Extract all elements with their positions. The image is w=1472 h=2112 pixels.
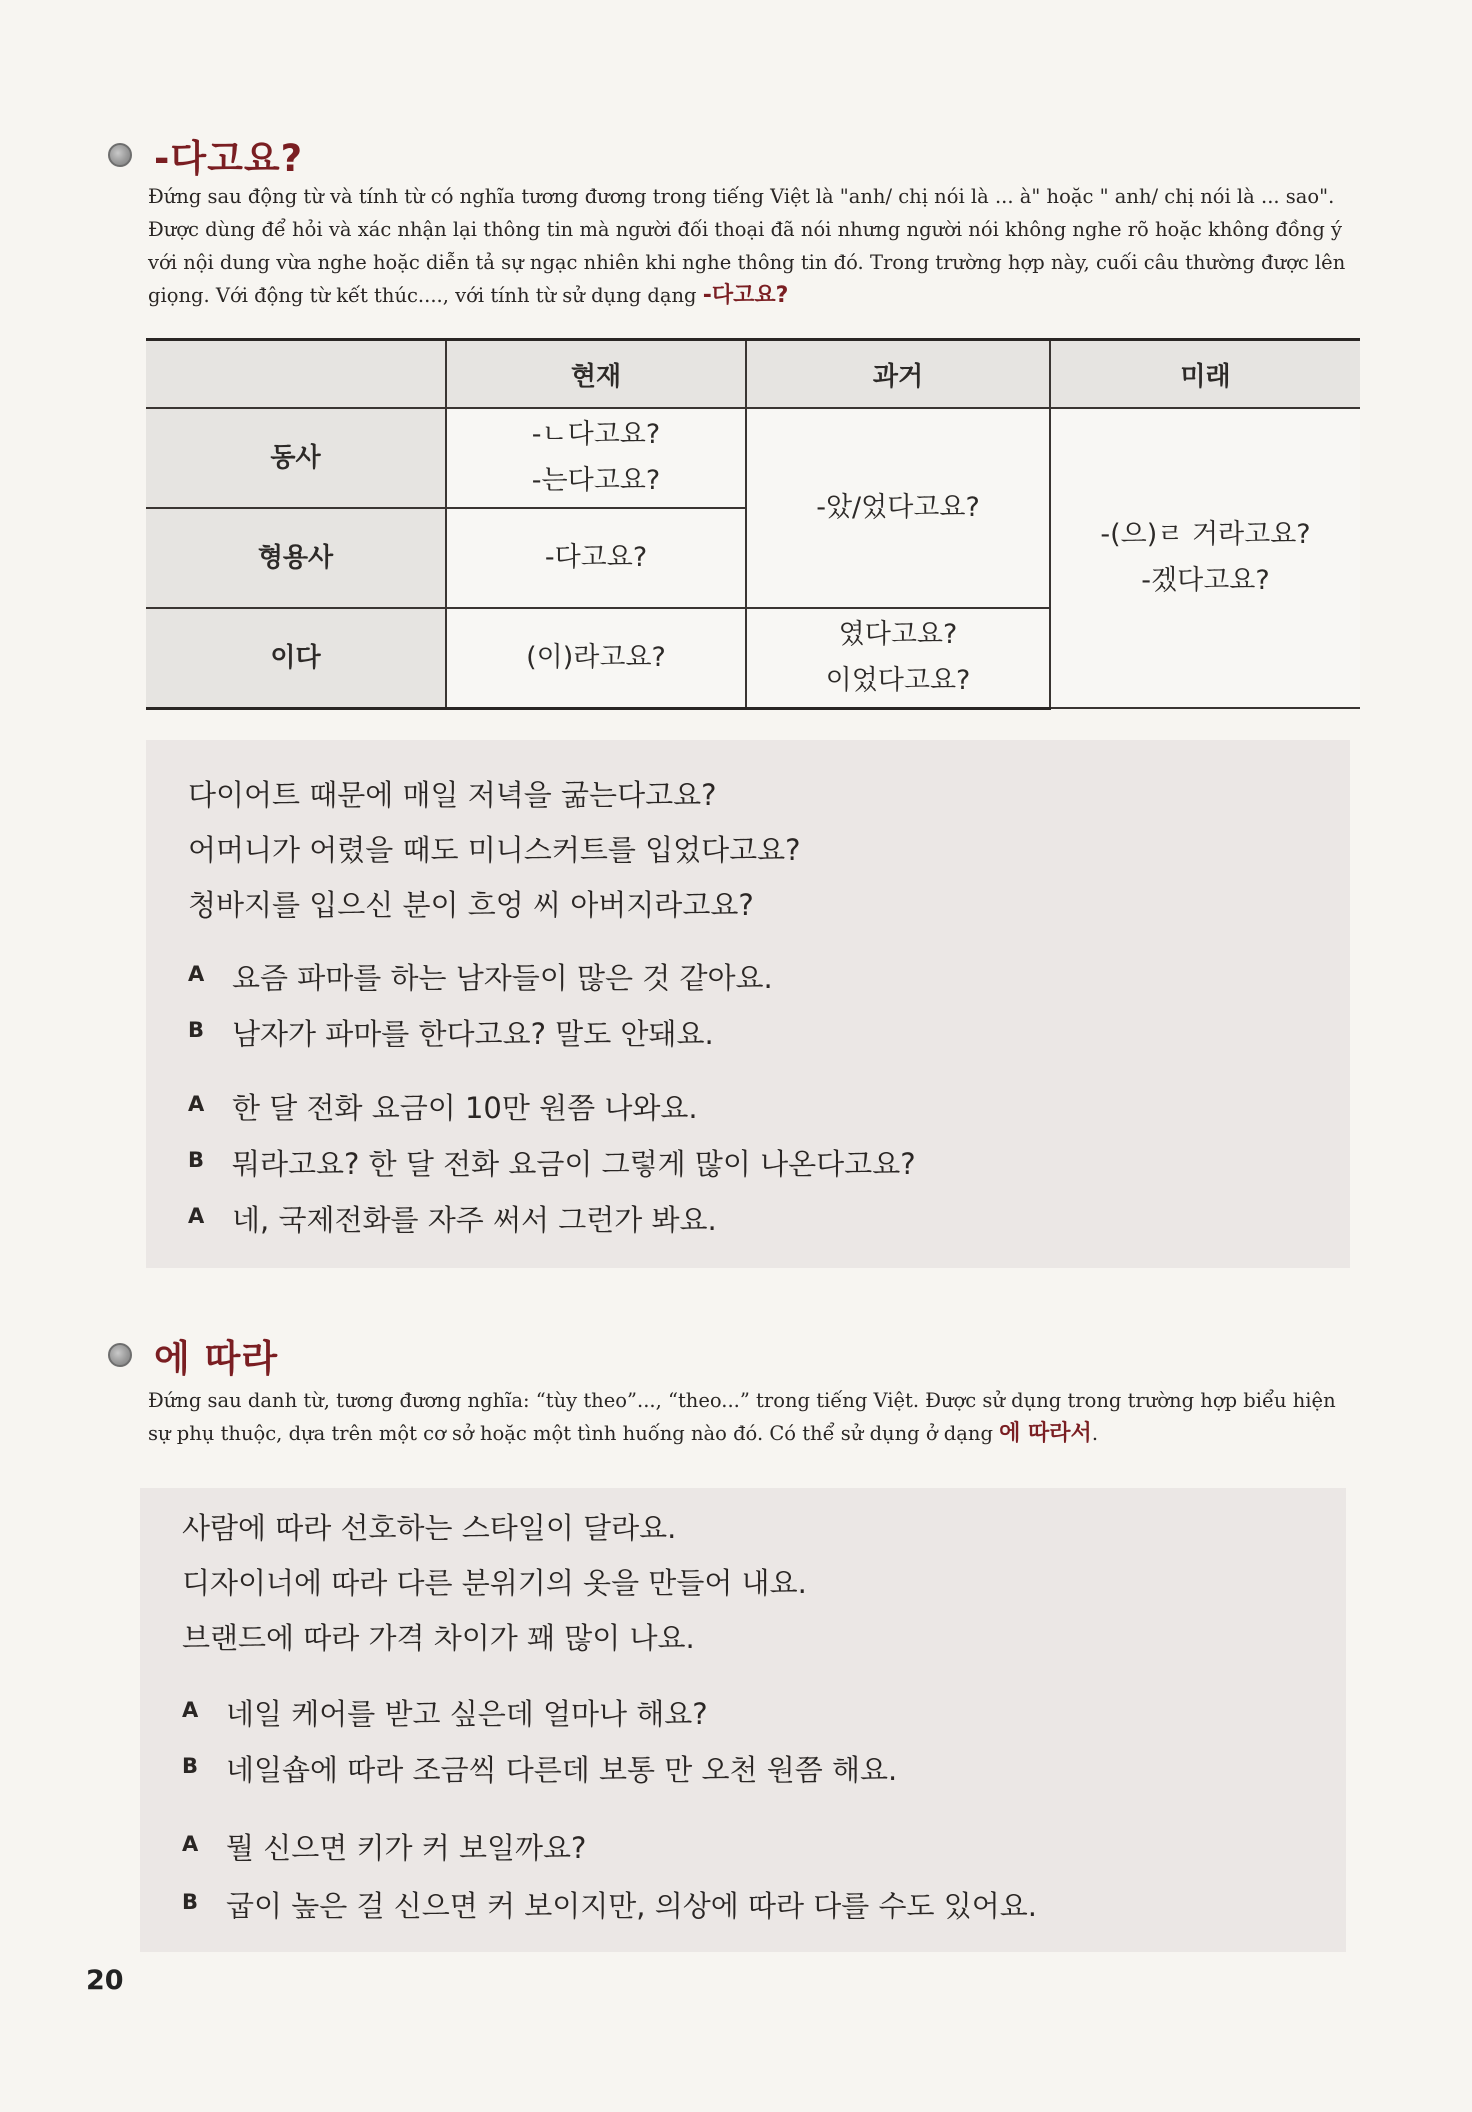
cell-line: 이었다고요?	[825, 664, 971, 696]
row-label-verb: 동사	[146, 408, 446, 508]
cell-future	[1050, 408, 1360, 708]
dialogue-line: 굽이 높은 걸 신으면 커 보이지만, 의상에 따라 다를 수도 있어요.	[226, 1889, 1037, 1923]
example-box-1	[146, 740, 1350, 1268]
speaker-label: A	[188, 962, 205, 986]
cell-line: 였다고요?	[838, 618, 958, 650]
section-header-edara	[108, 1328, 278, 1382]
speaker-label: A	[188, 1204, 205, 1228]
speaker-label: B	[182, 1890, 199, 1914]
header-future: 미래	[1050, 340, 1360, 409]
description-text: Đứng sau động từ và tính từ có nghĩa tương đương trong tiếng Việt là "anh/ chị nói là ... à" hoặc " anh/ chị nói là ... sao". Được dùng để hỏi và xác nhận lại thông tin mà người đối thoại đã nói nhưng người nói không nghe rõ hoặc không đồng ý với nội dung vừa nghe hoặc diễn tả sự ngạc nhiên khi nghe thông tin đó. Trong trường hợp này, cuối câu thường được lên giọng. Với động từ kết thúc...., với tính từ sử dụng dạng	[148, 185, 1346, 307]
row-label-ida: 이다	[146, 608, 446, 708]
speaker-label: A	[188, 1092, 205, 1116]
dialogue-line: 남자가 파마를 한다고요? 말도 안돼요.	[232, 1017, 714, 1051]
example-sentence: 다이어트 때문에 매일 저녁을 굶는다고요?	[188, 778, 717, 812]
speaker-label: B	[188, 1018, 205, 1042]
example-sentence: 어머니가 어렸을 때도 미니스커트를 입었다고요?	[188, 833, 801, 867]
description-text: Đứng sau danh từ, tương đương nghĩa: “tùy theo”..., “theo...” trong tiếng Việt. Được sử dụng trong trường hợp biểu hiện sự phụ thuộc, dựa trên một cơ sở hoặc một tình huống nào đó. Có thể sử dụng ở dạng	[148, 1389, 1336, 1445]
row-label-adjective: 형용사	[146, 508, 446, 608]
dialogue-line: 뭘 신으면 키가 커 보일까요?	[226, 1831, 587, 1865]
description-highlight: 에 따라서	[999, 1421, 1092, 1446]
table-header-row	[146, 340, 1360, 409]
section-title: 에 따라	[154, 1337, 279, 1380]
dialogue-line: 한 달 전화 요금이 10만 원쯤 나와요.	[232, 1091, 698, 1125]
header-past: 과거	[746, 340, 1050, 409]
dialogue-line: 뭐라고요? 한 달 전화 요금이 그렇게 많이 나온다고요?	[232, 1147, 916, 1181]
cell-verb-present	[446, 408, 746, 508]
conjugation-table	[146, 338, 1360, 710]
header-empty	[146, 340, 446, 409]
section-header-dagoyo	[108, 128, 303, 182]
bullet-icon	[108, 143, 132, 167]
cell-line: -는다고요?	[531, 465, 661, 496]
example-sentence: 청바지를 입으신 분이 흐엉 씨 아버지라고요?	[188, 888, 754, 922]
dialogue-line: 요즘 파마를 하는 남자들이 많은 것 같아요.	[232, 961, 773, 995]
dialogue-line: 네일 케어를 받고 싶은데 얼마나 해요?	[226, 1697, 708, 1731]
example-sentence: 디자이너에 따라 다른 분위기의 옷을 만들어 내요.	[182, 1566, 807, 1600]
table-row-verb	[146, 408, 1360, 508]
speaker-label: A	[182, 1832, 199, 1856]
cell-line: -ㄴ다고요?	[531, 419, 661, 450]
cell-line: -(으)ㄹ 거라고요?	[1100, 519, 1311, 550]
speaker-label: A	[182, 1698, 199, 1722]
speaker-label: B	[188, 1148, 205, 1172]
section-description	[148, 1384, 1360, 1450]
section-title: -다고요?	[154, 137, 304, 180]
header-present: 현재	[446, 340, 746, 409]
cell-line: -겠다고요?	[1141, 565, 1270, 596]
example-sentence: 브랜드에 따라 가격 차이가 꽤 많이 나요.	[182, 1621, 695, 1655]
dialogue-line: 네일숍에 따라 조금씩 다른데 보통 만 오천 원쯤 해요.	[226, 1753, 898, 1787]
cell-ida-past	[746, 608, 1050, 708]
page-number: 20	[86, 1965, 124, 1996]
cell-adjective-present: -다고요?	[446, 508, 746, 608]
description-highlight: -다고요?	[702, 283, 789, 308]
cell-ida-present: (이)라고요?	[446, 608, 746, 708]
description-end: .	[1091, 1422, 1099, 1445]
cell-past-shared: -았/었다고요?	[746, 408, 1050, 608]
bullet-icon	[108, 1343, 132, 1367]
section-description	[148, 180, 1360, 312]
dialogue-line: 네, 국제전화를 자주 써서 그런가 봐요.	[232, 1203, 717, 1237]
speaker-label: B	[182, 1754, 199, 1778]
example-sentence: 사람에 따라 선호하는 스타일이 달라요.	[182, 1511, 677, 1545]
example-box-2	[140, 1488, 1346, 1952]
